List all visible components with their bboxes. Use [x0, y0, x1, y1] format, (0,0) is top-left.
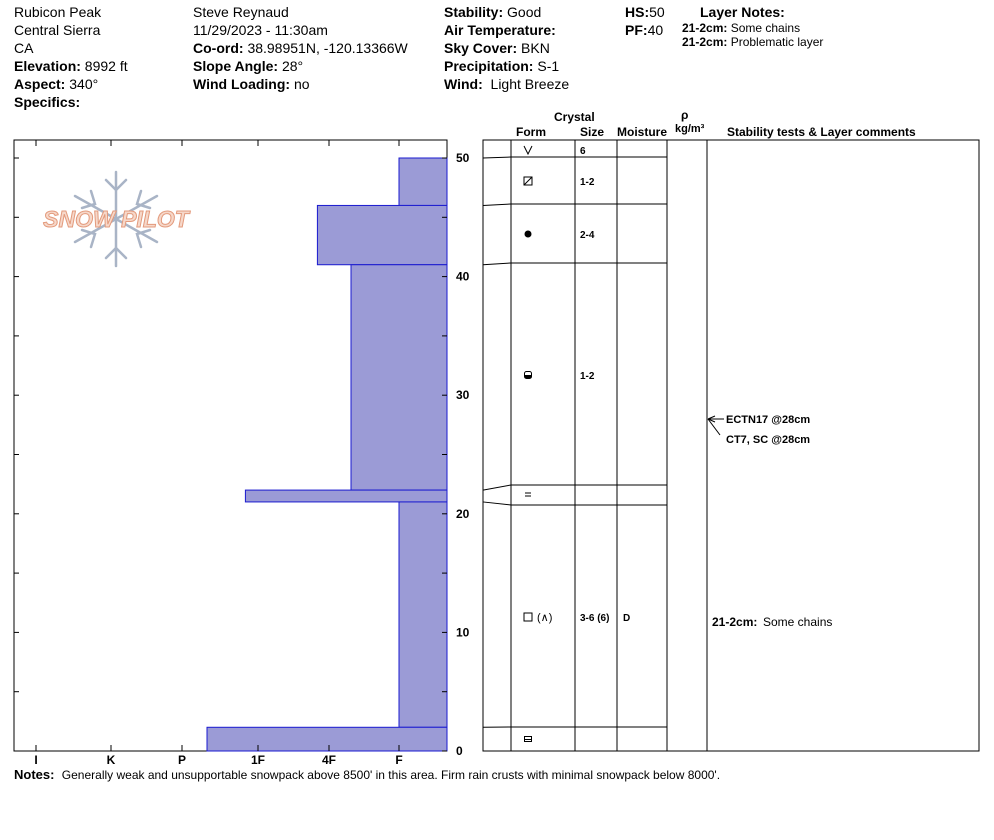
x-category-label: P — [177, 753, 187, 767]
depth-connector-line — [483, 157, 511, 158]
layer-note-item: 21-2cm: Problematic layer — [682, 35, 824, 49]
table-row — [525, 230, 595, 241]
pf-row: PF:40 — [625, 22, 664, 38]
table-row — [524, 612, 630, 624]
layer-comment — [712, 615, 832, 629]
notes-section — [14, 767, 720, 782]
precip-row: Precipitation: S-1 — [444, 58, 560, 74]
sky-row: Sky Cover: BKN — [444, 40, 550, 56]
density-unit-header: kg/m³ — [675, 123, 705, 135]
snowpilot-logo — [43, 172, 191, 266]
size-value: 1-2 — [580, 371, 595, 382]
site-name: Rubicon Peak — [14, 4, 102, 20]
x-category-label: 4F — [321, 753, 337, 767]
rounded-grains-icon — [525, 231, 532, 238]
y-tick-label: 0 — [456, 744, 463, 758]
y-tick-label: 10 — [456, 625, 470, 640]
y-tick-label: 20 — [456, 506, 470, 521]
stability-header: Stability tests & Layer comments — [727, 125, 916, 139]
specifics-row: Specifics: — [14, 94, 81, 110]
hardness-bar — [317, 205, 447, 264]
surface-hoar-icon — [524, 146, 532, 154]
size-value: 3-6 (6) — [580, 613, 610, 624]
y-tick-label: 50 — [456, 151, 470, 165]
hs-value: 50 — [649, 4, 665, 20]
elevation-row: Elevation: 8992 ft — [14, 58, 128, 74]
air-temp-row: Air Temperature: — [444, 22, 556, 38]
depth-connector-line — [483, 502, 511, 505]
y-tick-label: 40 — [456, 269, 470, 284]
logo-text: SNOW PILOT — [43, 206, 189, 232]
stability-test-label: ECTN17 @28cm — [726, 414, 811, 426]
table-row — [524, 146, 586, 157]
moisture-header: Moisture — [617, 125, 668, 139]
site-state: CA — [14, 40, 34, 56]
stability-test-label: CT7, SC @28cm — [726, 434, 811, 446]
slope-row: Slope Angle: 28° — [193, 58, 304, 74]
coord-row: Co-ord: 38.98951N, -120.13366W — [193, 40, 408, 56]
x-category-label: 1F — [250, 753, 266, 767]
elevation-value: 8992 ft — [84, 58, 128, 74]
size-value: 2-4 — [580, 230, 595, 241]
aspect-row: Aspect: 340° — [14, 76, 99, 92]
melt-freeze-crust-icon — [525, 737, 532, 742]
wind-loading-row: Wind Loading: no — [193, 76, 310, 92]
table-row — [525, 371, 595, 382]
sky-value: BKN — [521, 40, 550, 56]
aspect-value: 340° — [69, 76, 99, 92]
wind-loading-value: no — [293, 76, 310, 92]
x-category-label: F — [395, 753, 403, 767]
size-value: 6 — [580, 146, 586, 157]
notes-text: Generally weak and unsupportable snowpack above 8500' in this area. Firm rain crusts with minimal snowpack below 8000'. — [61, 768, 721, 782]
hardness-bar — [207, 727, 447, 751]
pf-value: 40 — [647, 22, 664, 38]
faceted-crystals-icon — [524, 612, 552, 624]
coord-value: 38.98951N, -120.13366W — [247, 40, 408, 56]
size-value: 1-2 — [580, 177, 595, 188]
site-range: Central Sierra — [14, 22, 101, 38]
decomposing-fragments-icon — [524, 177, 532, 185]
hardness-bar — [245, 490, 447, 502]
rounded-faceted-icon — [525, 372, 532, 379]
x-category-label: K — [106, 753, 116, 767]
hs-row: HS:50 — [625, 4, 665, 20]
depth-connector-line — [483, 263, 511, 265]
observer-name: Steve Reynaud — [193, 4, 289, 20]
hardness-bar — [399, 158, 447, 205]
layer-comment-text: Some chains — [763, 615, 833, 629]
obs-datetime: 11/29/2023 - 11:30am — [193, 22, 328, 38]
ice-crust-icon — [525, 493, 531, 496]
table-row — [524, 177, 595, 188]
stability-row: Stability: Good — [444, 4, 542, 20]
depth-connector-line — [483, 204, 511, 205]
notes-label: Notes: — [14, 767, 55, 782]
hardness-bar — [399, 502, 447, 727]
form-header: Form — [516, 125, 546, 139]
layer-comment-range: 21-2cm: — [712, 615, 758, 629]
wind-value: Light Breeze — [490, 76, 570, 92]
rho-header: ρ — [681, 108, 689, 122]
y-tick-label: 30 — [456, 388, 470, 403]
form-secondary-label: (∧) — [537, 612, 553, 624]
precip-value: S-1 — [537, 58, 560, 74]
wind-row: Wind: Light Breeze — [444, 76, 570, 92]
layer-note-item: 21-2cm: Some chains — [682, 21, 801, 35]
crystal-header: Crystal — [554, 110, 595, 124]
table-row — [525, 493, 531, 496]
layer-notes-title: Layer Notes: — [700, 4, 785, 20]
x-category-label: I — [34, 753, 38, 767]
stability-value: Good — [507, 4, 542, 20]
slope-value: 28° — [281, 58, 304, 74]
depth-connector-line — [483, 485, 511, 490]
hardness-bar — [351, 265, 447, 490]
size-header: Size — [580, 125, 605, 139]
moisture-value: D — [623, 613, 631, 624]
